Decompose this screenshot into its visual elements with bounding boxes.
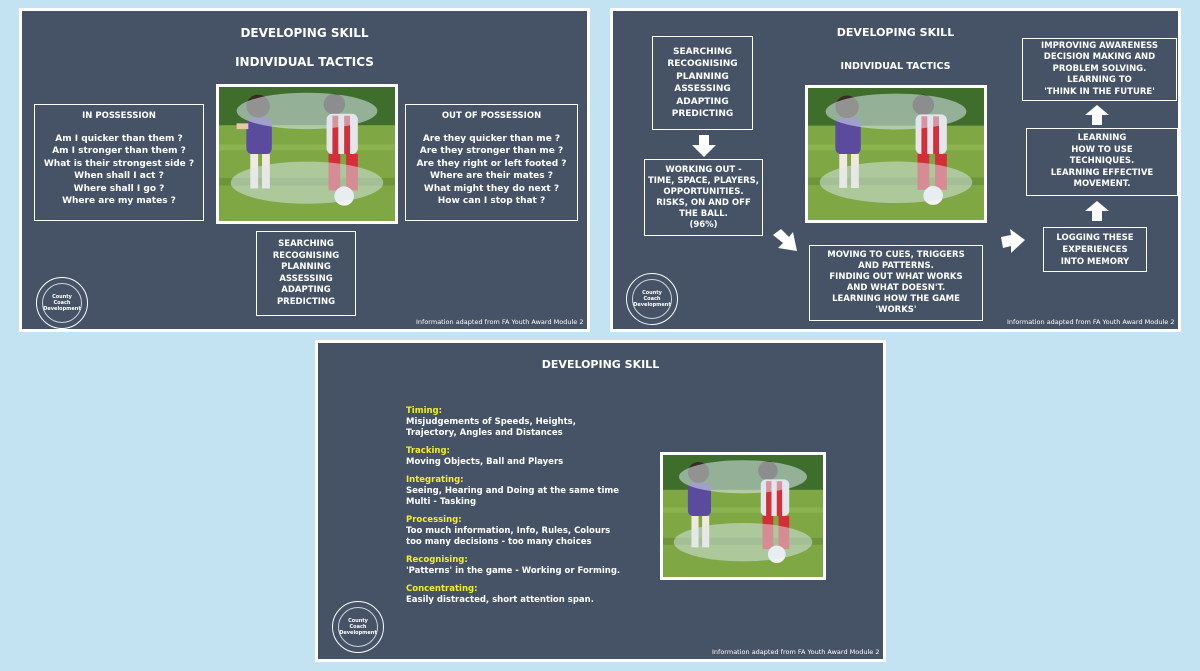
- working-out-line: RISKS, ON AND OFF: [656, 197, 751, 208]
- working-out-box: [644, 159, 763, 236]
- learning-line: TECHNIQUES.: [1069, 156, 1135, 167]
- learning-line: HOW TO USE: [1071, 144, 1133, 155]
- credit-note: Information adapted from FA Youth Award Module 2: [416, 318, 584, 326]
- slide-title: DEVELOPING SKILL: [240, 26, 369, 40]
- in-possession-line: What is their strongest side ?: [43, 158, 195, 169]
- working-out-line: THE BALL.: [679, 208, 728, 219]
- skill-factor-text: Multi - Tasking: [406, 497, 477, 507]
- working-out-line: OPPORTUNITIES.: [663, 186, 744, 197]
- logo-inner-ring: [42, 283, 82, 323]
- arrow-diagonal-icon: [773, 229, 799, 253]
- logging-line: INTO MEMORY: [1060, 256, 1130, 267]
- skill-factor-item: [406, 475, 666, 508]
- moving-to-box: [809, 245, 983, 321]
- logo-text: County: [52, 294, 72, 300]
- process-line: PREDICTING: [276, 296, 336, 307]
- process-line: RECOGNISING: [667, 59, 738, 69]
- learning-line: LEARNING EFFECTIVE: [1050, 167, 1154, 178]
- out-of-possession-line: Are they right or left footed ?: [416, 158, 567, 169]
- football-photo: [805, 85, 987, 223]
- process-line: SEARCHING: [673, 46, 732, 57]
- in-possession-line: Where shall I go ?: [73, 183, 165, 194]
- out-of-possession-box: [405, 104, 578, 221]
- process-line: RECOGNISING: [272, 250, 340, 261]
- logging-line: EXPERIENCES: [1062, 244, 1128, 255]
- skill-factor-text: Easily distracted, short attention span.: [406, 595, 594, 605]
- county-coach-development-logo: [36, 277, 88, 329]
- football-photo: [216, 84, 398, 224]
- slide-subtitle: INDIVIDUAL TACTICS: [235, 55, 374, 69]
- moving-to-line: MOVING TO CUES, TRIGGERS: [827, 250, 965, 260]
- skill-factor-text: Too much information, Info, Rules, Colours: [406, 526, 611, 536]
- arrow-up-icon: [1085, 201, 1109, 221]
- improving-line: 'THINK IN THE FUTURE': [1044, 86, 1155, 97]
- skill-factor-label: Integrating:: [406, 475, 464, 485]
- skill-factor-label: Tracking:: [406, 446, 450, 456]
- process-line: PREDICTING: [671, 109, 734, 119]
- in-possession-line: Where are my mates ?: [62, 196, 176, 206]
- skill-factor-text: Seeing, Hearing and Doing at the same time: [406, 486, 620, 496]
- in-possession-line: When shall I act ?: [74, 171, 164, 181]
- process-box: [652, 36, 753, 130]
- arrow-up-icon: [1085, 105, 1109, 125]
- in-possession-box: [34, 104, 204, 221]
- skill-factor-item: [406, 584, 666, 606]
- arrow-right-icon: [1001, 229, 1025, 253]
- improving-line: IMPROVING AWARENESS: [1040, 40, 1159, 51]
- logo-text: Coach: [53, 300, 71, 306]
- skill-factor-text: Moving Objects, Ball and Players: [406, 457, 564, 467]
- credit-note: Information adapted from FA Youth Award Module 2: [1007, 318, 1175, 326]
- skill-factor-label: Recognising:: [406, 555, 468, 565]
- logo-text: Development: [43, 306, 81, 312]
- slide-title: DEVELOPING SKILL: [836, 26, 955, 39]
- in-possession-line: Am I quicker than them ?: [55, 133, 183, 144]
- slide-developing-skill-3: [315, 340, 886, 662]
- working-out-line: WORKING OUT -: [665, 164, 742, 175]
- learning-line: LEARNING: [1077, 133, 1127, 144]
- skill-factor-text: Misjudgements of Speeds, Heights,: [406, 417, 576, 427]
- process-line: ASSESSING: [279, 273, 333, 284]
- learning-box: [1026, 128, 1178, 196]
- logo-text: County: [642, 290, 662, 296]
- improving-box: [1022, 38, 1177, 101]
- logo-inner-ring: [632, 279, 672, 319]
- in-possession-heading: IN POSSESSION: [82, 111, 156, 121]
- out-of-possession-line: What might they do next ?: [423, 183, 560, 194]
- slide-subtitle: INDIVIDUAL TACTICS: [840, 61, 951, 72]
- slide-individual-tactics-1: [19, 8, 590, 332]
- out-of-possession-heading: OUT OF POSSESSION: [441, 111, 542, 121]
- moving-to-line: AND PATTERNS.: [858, 261, 934, 271]
- improving-line: LEARNING TO: [1067, 75, 1132, 86]
- process-line: SEARCHING: [278, 239, 334, 249]
- county-coach-development-logo: [626, 273, 678, 325]
- skill-factor-label: Concentrating:: [406, 584, 478, 594]
- skill-factor-text: Trajectory, Angles and Distances: [406, 428, 563, 438]
- working-out-line: TIME, SPACE, PLAYERS,: [647, 175, 760, 186]
- moving-to-line: FINDING OUT WHAT WORKS: [829, 272, 963, 282]
- skill-factor-text: too many decisions - too many choices: [406, 537, 592, 547]
- improving-line: PROBLEM SOLVING.: [1052, 63, 1147, 74]
- skill-factor-item: [406, 406, 666, 439]
- logo-text: Development: [339, 630, 377, 636]
- skill-factor-item: [406, 555, 666, 577]
- skill-factor-text: 'Patterns' in the game - Working or Forming.: [406, 566, 621, 576]
- arrow-down-icon: [692, 135, 716, 157]
- process-box: [256, 231, 356, 316]
- in-possession-line: Am I stronger than them ?: [52, 146, 186, 156]
- process-line: ASSESSING: [674, 84, 731, 94]
- moving-to-line: 'WORKS': [875, 305, 917, 315]
- logo-text: Coach: [349, 624, 367, 630]
- improving-line: DECISION MAKING AND: [1043, 52, 1156, 63]
- skill-factor-item: [406, 446, 666, 468]
- credit-note: Information adapted from FA Youth Award Module 2: [712, 648, 880, 656]
- process-line: ADAPTING: [281, 285, 331, 295]
- process-line: PLANNING: [281, 262, 331, 272]
- logo-text: Development: [633, 302, 671, 308]
- logo-inner-ring: [338, 607, 378, 647]
- football-photo-illustration: [219, 87, 395, 221]
- slide-title: DEVELOPING SKILL: [541, 358, 660, 371]
- out-of-possession-line: Where are their mates ?: [430, 171, 553, 181]
- moving-to-line: AND WHAT DOESN'T.: [846, 283, 946, 293]
- slide-individual-tactics-2: [610, 8, 1181, 332]
- skill-factor-label: Timing:: [406, 406, 443, 416]
- logo-text: County: [348, 618, 368, 624]
- logging-box: [1043, 227, 1147, 272]
- working-out-line: (96%): [689, 219, 718, 230]
- process-line: PLANNING: [676, 71, 729, 82]
- football-photo: [660, 452, 826, 580]
- logging-line: LOGGING THESE: [1056, 232, 1134, 243]
- football-photo-illustration: [808, 88, 984, 220]
- logo-text: Coach: [643, 296, 661, 302]
- process-line: ADAPTING: [676, 96, 729, 107]
- moving-to-line: LEARNING HOW THE GAME: [832, 294, 960, 304]
- out-of-possession-line: Are they stronger than me ?: [419, 146, 564, 156]
- out-of-possession-line: Are they quicker than me ?: [422, 133, 561, 144]
- skill-factor-item: [406, 515, 666, 548]
- football-photo-illustration: [663, 455, 823, 577]
- county-coach-development-logo: [332, 601, 384, 653]
- learning-line: MOVEMENT.: [1073, 179, 1131, 190]
- skill-factor-list: [406, 406, 666, 613]
- skill-factor-label: Processing:: [406, 515, 462, 525]
- out-of-possession-line: How can I stop that ?: [437, 196, 546, 206]
